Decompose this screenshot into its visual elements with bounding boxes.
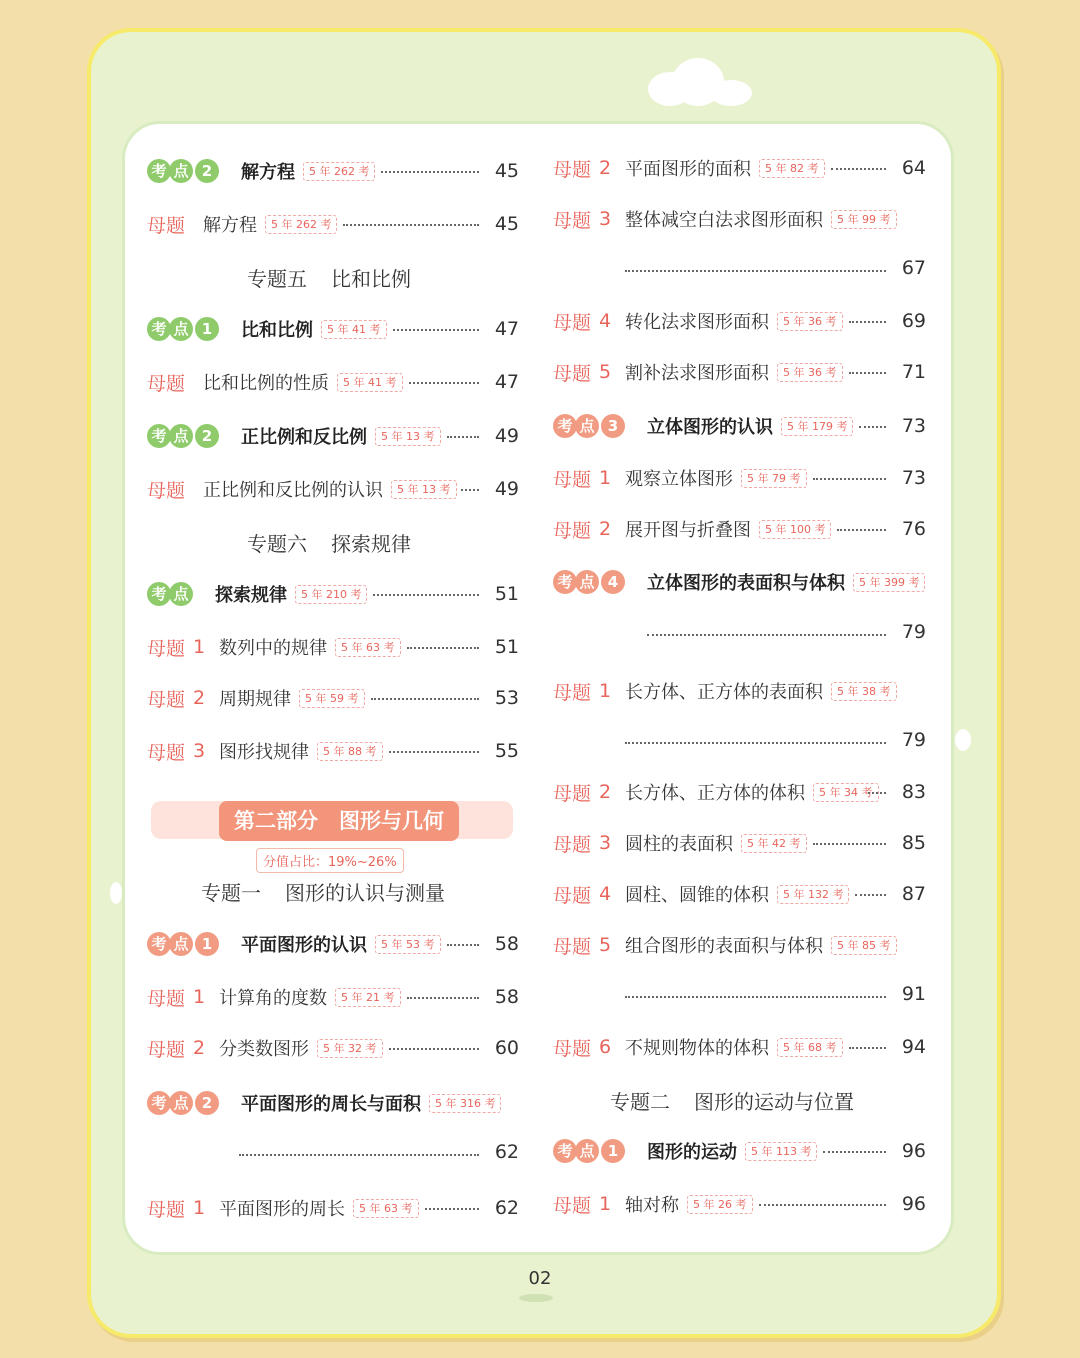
muti-number: 3 bbox=[599, 208, 612, 230]
entry-title-group bbox=[625, 153, 825, 183]
muti-label bbox=[553, 306, 611, 336]
entry-title-group bbox=[203, 474, 457, 504]
kaodian-badge bbox=[553, 1136, 623, 1166]
badge-circle: 考 bbox=[147, 932, 171, 956]
badge-circle: 考 bbox=[147, 1091, 171, 1115]
entry-title: 组合图形的表面积与体积 bbox=[625, 936, 823, 957]
page-number: 79 bbox=[901, 729, 926, 751]
dotted-leader bbox=[855, 894, 886, 896]
muti-number: 6 bbox=[599, 1036, 612, 1058]
entry-title-group bbox=[203, 209, 337, 239]
muti-label bbox=[553, 777, 611, 807]
badge-circle: 点 bbox=[169, 932, 193, 956]
dotted-leader bbox=[868, 792, 886, 794]
dotted-leader bbox=[447, 944, 479, 946]
muti-number: 1 bbox=[599, 467, 612, 489]
dotted-leader bbox=[389, 751, 479, 753]
kaodian-badge bbox=[553, 411, 623, 441]
page-number: 51 bbox=[494, 636, 519, 658]
dotted-leader bbox=[425, 1208, 479, 1210]
muti-label bbox=[553, 1189, 611, 1219]
exam-frequency-tag: 5 年 38 考 bbox=[831, 682, 897, 701]
page-number: 79 bbox=[901, 621, 926, 643]
score-ratio: 分值占比：19%~26% bbox=[256, 848, 404, 873]
toc-entry-muti[interactable] bbox=[553, 463, 926, 493]
page-number: 71 bbox=[901, 361, 926, 383]
entry-title-group bbox=[625, 1189, 753, 1219]
page-number: 55 bbox=[494, 740, 519, 762]
toc-entry-muti[interactable] bbox=[147, 1033, 519, 1063]
toc-entry-muti[interactable] bbox=[553, 777, 926, 807]
entry-title-group bbox=[625, 204, 897, 234]
dotted-leader bbox=[625, 742, 886, 744]
dotted-leader bbox=[849, 321, 886, 323]
dotted-leader bbox=[407, 997, 479, 999]
exam-frequency-tag: 5 年 63 考 bbox=[353, 1199, 419, 1218]
muti-label bbox=[553, 357, 611, 387]
kaodian-badge bbox=[147, 929, 217, 959]
exam-frequency-tag: 5 年 179 考 bbox=[781, 417, 853, 436]
muti-label bbox=[147, 683, 205, 713]
toc-entry-muti[interactable] bbox=[553, 1032, 926, 1062]
cloud-decoration-part bbox=[710, 80, 752, 106]
page-number: 45 bbox=[494, 160, 519, 182]
entry-title-group bbox=[215, 579, 367, 609]
muti-number: 5 bbox=[599, 934, 612, 956]
entry-title: 图形的运动 bbox=[647, 1142, 737, 1163]
dotted-leader bbox=[407, 647, 479, 649]
muti-label bbox=[553, 879, 611, 909]
page-number-decoration bbox=[519, 1294, 553, 1302]
entry-title: 比和比例 bbox=[241, 320, 313, 341]
muti-label-text: 母题 bbox=[147, 214, 186, 237]
toc-entry-muti[interactable] bbox=[553, 676, 926, 751]
muti-label-text: 母题 bbox=[553, 681, 592, 704]
exam-frequency-tag: 5 年 34 考 bbox=[813, 783, 879, 802]
entry-title-group bbox=[647, 567, 925, 597]
muti-label-text: 母题 bbox=[553, 158, 592, 181]
toc-entry-kaodian[interactable] bbox=[147, 929, 519, 959]
dotted-leader bbox=[647, 634, 886, 636]
entry-title: 数列中的规律 bbox=[219, 638, 327, 659]
muti-number: 4 bbox=[599, 883, 612, 905]
entry-title: 转化法求图形面积 bbox=[625, 312, 769, 333]
entry-title: 轴对称 bbox=[625, 1195, 679, 1216]
dotted-leader bbox=[625, 270, 886, 272]
exam-frequency-tag: 5 年 399 考 bbox=[853, 573, 925, 592]
entry-title: 解方程 bbox=[203, 215, 257, 236]
side-decoration bbox=[110, 882, 122, 904]
toc-entry-muti[interactable] bbox=[553, 514, 926, 544]
dotted-leader bbox=[447, 436, 479, 438]
entry-title: 长方体、正方体的体积 bbox=[625, 783, 805, 804]
muti-label-text: 母题 bbox=[147, 1198, 186, 1221]
badge-circle: 考 bbox=[553, 414, 577, 438]
toc-entry-muti[interactable] bbox=[147, 736, 519, 766]
dotted-leader bbox=[461, 489, 479, 491]
entry-title-group bbox=[625, 879, 849, 909]
exam-frequency-tag: 5 年 59 考 bbox=[299, 689, 365, 708]
muti-label-text: 母题 bbox=[553, 209, 592, 232]
entry-title-group bbox=[625, 930, 897, 960]
exam-frequency-tag: 5 年 316 考 bbox=[429, 1094, 501, 1113]
dotted-leader bbox=[343, 224, 479, 226]
badge-circle: 考 bbox=[553, 1139, 577, 1163]
muti-label-text: 母题 bbox=[553, 519, 592, 542]
entry-title: 图形找规律 bbox=[219, 742, 309, 763]
dotted-leader bbox=[837, 529, 886, 531]
entry-title: 平面图形的周长与面积 bbox=[241, 1094, 421, 1115]
side-decoration bbox=[955, 729, 971, 751]
muti-label-text: 母题 bbox=[147, 479, 186, 502]
muti-number: 5 bbox=[599, 361, 612, 383]
dotted-leader bbox=[409, 382, 479, 384]
toc-entry-kaodian[interactable] bbox=[553, 411, 926, 441]
muti-number: 2 bbox=[193, 1037, 206, 1059]
entry-title: 长方体、正方体的表面积 bbox=[625, 682, 823, 703]
exam-frequency-tag: 5 年 41 考 bbox=[337, 373, 403, 392]
page-number: 60 bbox=[494, 1037, 519, 1059]
muti-number: 2 bbox=[193, 687, 206, 709]
badge-circle: 点 bbox=[169, 424, 193, 448]
section-heading: 专题六 探索规律 bbox=[247, 532, 411, 556]
kaodian-badge bbox=[147, 579, 191, 609]
muti-label-text: 母题 bbox=[553, 833, 592, 856]
exam-frequency-tag: 5 年 21 考 bbox=[335, 988, 401, 1007]
kaodian-badge bbox=[147, 1088, 217, 1118]
dotted-leader bbox=[759, 1204, 886, 1206]
entry-title: 正比例和反比例 bbox=[241, 427, 367, 448]
exam-frequency-tag: 5 年 13 考 bbox=[375, 427, 441, 446]
dotted-leader bbox=[849, 1047, 886, 1049]
muti-label bbox=[147, 982, 205, 1012]
exam-frequency-tag: 5 年 262 考 bbox=[303, 162, 375, 181]
muti-label bbox=[147, 209, 185, 239]
exam-frequency-tag: 5 年 26 考 bbox=[687, 1195, 753, 1214]
dotted-leader bbox=[371, 698, 479, 700]
entry-title: 探索规律 bbox=[215, 585, 287, 606]
exam-frequency-tag: 5 年 32 考 bbox=[317, 1039, 383, 1058]
badge-circle: 点 bbox=[169, 582, 193, 606]
page-number: 53 bbox=[494, 687, 519, 709]
muti-label-text: 母题 bbox=[147, 637, 186, 660]
muti-label bbox=[553, 204, 611, 234]
muti-number: 1 bbox=[193, 986, 206, 1008]
exam-frequency-tag: 5 年 210 考 bbox=[295, 585, 367, 604]
entry-title: 展开图与折叠图 bbox=[625, 520, 751, 541]
dotted-leader bbox=[239, 1154, 479, 1156]
exam-frequency-tag: 5 年 82 考 bbox=[759, 159, 825, 178]
section-heading: 专题一 图形的认识与测量 bbox=[201, 881, 445, 905]
page-number: 91 bbox=[901, 983, 926, 1005]
muti-label bbox=[147, 474, 185, 504]
page-number: 47 bbox=[494, 371, 519, 393]
page-number: 58 bbox=[494, 933, 519, 955]
muti-label bbox=[147, 736, 205, 766]
page-number: 51 bbox=[494, 583, 519, 605]
page-number: 58 bbox=[494, 986, 519, 1008]
muti-number: 1 bbox=[599, 1193, 612, 1215]
exam-frequency-tag: 5 年 53 考 bbox=[375, 935, 441, 954]
page-number: 83 bbox=[901, 781, 926, 803]
toc-entry-muti[interactable] bbox=[553, 879, 926, 909]
muti-label-text: 母题 bbox=[147, 1038, 186, 1061]
exam-frequency-tag: 5 年 85 考 bbox=[831, 936, 897, 955]
page-number: 96 bbox=[901, 1140, 926, 1162]
entry-title: 平面图形的认识 bbox=[241, 935, 367, 956]
badge-circle: 1 bbox=[195, 932, 219, 956]
entry-title: 解方程 bbox=[241, 162, 295, 183]
toc-entry-muti[interactable] bbox=[553, 357, 926, 387]
entry-title: 立体图形的表面积与体积 bbox=[647, 573, 845, 594]
entry-title: 平面图形的周长 bbox=[219, 1199, 345, 1220]
entry-title-group bbox=[625, 306, 843, 336]
muti-label-text: 母题 bbox=[553, 311, 592, 334]
badge-circle: 点 bbox=[169, 1091, 193, 1115]
entry-title: 立体图形的认识 bbox=[647, 417, 773, 438]
muti-number: 3 bbox=[193, 740, 206, 762]
entry-title: 正比例和反比例的认识 bbox=[203, 480, 383, 501]
dotted-leader bbox=[831, 168, 886, 170]
exam-frequency-tag: 5 年 132 考 bbox=[777, 885, 849, 904]
muti-number: 2 bbox=[599, 157, 612, 179]
muti-label-text: 母题 bbox=[147, 372, 186, 395]
dotted-leader bbox=[823, 1151, 886, 1153]
badge-circle: 考 bbox=[147, 582, 171, 606]
muti-number: 2 bbox=[599, 518, 612, 540]
entry-title-group bbox=[625, 676, 897, 706]
dotted-leader bbox=[373, 594, 479, 596]
page-number: 64 bbox=[901, 157, 926, 179]
exam-frequency-tag: 5 年 41 考 bbox=[321, 320, 387, 339]
page-number: 76 bbox=[901, 518, 926, 540]
toc-entry-kaodian[interactable] bbox=[553, 1136, 926, 1166]
entry-title: 割补法求图形面积 bbox=[625, 363, 769, 384]
toc-entry-muti[interactable] bbox=[147, 367, 519, 397]
badge-circle: 1 bbox=[601, 1139, 625, 1163]
badge-circle: 考 bbox=[147, 317, 171, 341]
badge-circle: 点 bbox=[575, 1139, 599, 1163]
muti-label bbox=[553, 930, 611, 960]
page-number: 87 bbox=[901, 883, 926, 905]
badge-circle: 点 bbox=[169, 317, 193, 341]
toc-entry-muti[interactable] bbox=[553, 204, 926, 279]
entry-title-group bbox=[219, 1193, 419, 1223]
toc-entry-muti[interactable] bbox=[147, 683, 519, 713]
muti-label-text: 母题 bbox=[147, 987, 186, 1010]
dotted-leader bbox=[849, 372, 886, 374]
page-number: 73 bbox=[901, 415, 926, 437]
entry-title-group bbox=[625, 463, 807, 493]
dotted-leader bbox=[859, 426, 886, 428]
exam-frequency-tag: 5 年 36 考 bbox=[777, 312, 843, 331]
entry-title: 比和比例的性质 bbox=[203, 373, 329, 394]
entry-title-group bbox=[625, 514, 831, 544]
toc-entry-muti[interactable] bbox=[553, 828, 926, 858]
badge-circle: 考 bbox=[147, 424, 171, 448]
muti-label bbox=[553, 1032, 611, 1062]
exam-frequency-tag: 5 年 42 考 bbox=[741, 834, 807, 853]
kaodian-badge bbox=[147, 156, 217, 186]
entry-title-group bbox=[625, 1032, 843, 1062]
badge-circle: 1 bbox=[195, 317, 219, 341]
exam-frequency-tag: 5 年 100 考 bbox=[759, 520, 831, 539]
muti-number: 1 bbox=[599, 680, 612, 702]
entry-title: 整体减空白法求图形面积 bbox=[625, 210, 823, 231]
entry-title-group bbox=[219, 1033, 383, 1063]
muti-number: 1 bbox=[193, 1197, 206, 1219]
entry-title-group bbox=[219, 683, 365, 713]
badge-circle: 2 bbox=[195, 159, 219, 183]
kaodian-badge bbox=[147, 314, 217, 344]
badge-circle: 考 bbox=[553, 570, 577, 594]
toc-entry-kaodian[interactable] bbox=[147, 579, 519, 609]
entry-title-group bbox=[625, 828, 807, 858]
muti-label bbox=[147, 367, 185, 397]
dotted-leader bbox=[389, 1048, 479, 1050]
section-heading: 专题二 图形的运动与位置 bbox=[610, 1090, 854, 1114]
badge-circle: 考 bbox=[147, 159, 171, 183]
page-number: 96 bbox=[901, 1193, 926, 1215]
toc-entry-muti[interactable] bbox=[147, 632, 519, 662]
toc-entry-kaodian[interactable] bbox=[147, 421, 519, 451]
exam-frequency-tag: 5 年 88 考 bbox=[317, 742, 383, 761]
toc-entry-muti[interactable] bbox=[553, 930, 926, 1005]
dotted-leader bbox=[393, 329, 479, 331]
muti-label-text: 母题 bbox=[553, 468, 592, 491]
entry-title-group bbox=[219, 632, 401, 662]
kaodian-badge bbox=[553, 567, 623, 597]
toc-entry-muti[interactable] bbox=[147, 474, 519, 504]
badge-circle: 2 bbox=[195, 424, 219, 448]
section-heading: 专题五 比和比例 bbox=[247, 267, 411, 291]
kaodian-badge bbox=[147, 421, 217, 451]
toc-entry-kaodian[interactable] bbox=[147, 1088, 519, 1163]
exam-frequency-tag: 5 年 262 考 bbox=[265, 215, 337, 234]
muti-label bbox=[553, 676, 611, 706]
muti-label bbox=[147, 632, 205, 662]
dotted-leader bbox=[813, 843, 886, 845]
badge-circle: 点 bbox=[575, 570, 599, 594]
entry-title: 周期规律 bbox=[219, 689, 291, 710]
muti-label-text: 母题 bbox=[553, 1194, 592, 1217]
entry-title-group bbox=[203, 367, 403, 397]
exam-frequency-tag: 5 年 13 考 bbox=[391, 480, 457, 499]
page-number: 62 bbox=[494, 1141, 519, 1163]
entry-title-group bbox=[625, 357, 843, 387]
muti-label-text: 母题 bbox=[147, 741, 186, 764]
exam-frequency-tag: 5 年 36 考 bbox=[777, 363, 843, 382]
muti-label-text: 母题 bbox=[553, 884, 592, 907]
toc-entry-kaodian[interactable] bbox=[147, 314, 519, 344]
toc-entry-muti[interactable] bbox=[553, 1189, 926, 1219]
entry-title: 不规则物体的体积 bbox=[625, 1038, 769, 1059]
entry-title: 平面图形的面积 bbox=[625, 159, 751, 180]
toc-entry-muti[interactable] bbox=[147, 209, 519, 239]
muti-label bbox=[553, 828, 611, 858]
entry-title: 计算角的度数 bbox=[219, 988, 327, 1009]
badge-circle: 4 bbox=[601, 570, 625, 594]
toc-entry-kaodian[interactable] bbox=[553, 567, 926, 643]
dotted-leader bbox=[381, 171, 479, 173]
muti-label bbox=[147, 1193, 205, 1223]
page-number: 73 bbox=[901, 467, 926, 489]
entry-title: 圆柱的表面积 bbox=[625, 834, 733, 855]
badge-circle: 点 bbox=[575, 414, 599, 438]
exam-frequency-tag: 5 年 63 考 bbox=[335, 638, 401, 657]
muti-label bbox=[147, 1033, 205, 1063]
entry-title-group bbox=[241, 314, 387, 344]
page-number: 45 bbox=[494, 213, 519, 235]
dotted-leader bbox=[813, 478, 886, 480]
muti-label bbox=[553, 153, 611, 183]
exam-frequency-tag: 5 年 68 考 bbox=[777, 1038, 843, 1057]
part-title: 第二部分 图形与几何 bbox=[219, 801, 459, 841]
entry-title-group bbox=[241, 156, 375, 186]
entry-title: 观察立体图形 bbox=[625, 469, 733, 490]
page-number: 49 bbox=[494, 478, 519, 500]
page-number: 49 bbox=[494, 425, 519, 447]
muti-number: 2 bbox=[599, 781, 612, 803]
exam-frequency-tag: 5 年 79 考 bbox=[741, 469, 807, 488]
entry-title: 分类数图形 bbox=[219, 1039, 309, 1060]
dotted-leader bbox=[625, 996, 886, 998]
muti-number: 4 bbox=[599, 310, 612, 332]
muti-label-text: 母题 bbox=[553, 782, 592, 805]
muti-label bbox=[553, 463, 611, 493]
entry-title-group bbox=[625, 777, 879, 807]
page-number: 94 bbox=[901, 1036, 926, 1058]
muti-label-text: 母题 bbox=[553, 1037, 592, 1060]
toc-entry-kaodian[interactable] bbox=[147, 156, 519, 186]
muti-number: 3 bbox=[599, 832, 612, 854]
entry-title-group bbox=[219, 982, 401, 1012]
muti-label-text: 母题 bbox=[553, 935, 592, 958]
muti-label-text: 母题 bbox=[147, 688, 186, 711]
muti-label bbox=[553, 514, 611, 544]
badge-circle: 3 bbox=[601, 414, 625, 438]
page-number: 62 bbox=[494, 1197, 519, 1219]
page-number: 85 bbox=[901, 832, 926, 854]
muti-label-text: 母题 bbox=[553, 362, 592, 385]
toc-entry-muti[interactable] bbox=[553, 153, 926, 183]
entry-title: 圆柱、圆锥的体积 bbox=[625, 885, 769, 906]
toc-entry-muti[interactable] bbox=[553, 306, 926, 336]
entry-title-group bbox=[241, 421, 441, 451]
page-number: 67 bbox=[901, 257, 926, 279]
exam-frequency-tag: 5 年 113 考 bbox=[745, 1142, 817, 1161]
exam-frequency-tag: 5 年 99 考 bbox=[831, 210, 897, 229]
badge-circle: 2 bbox=[195, 1091, 219, 1115]
toc-entry-muti[interactable] bbox=[147, 1193, 519, 1223]
entry-title-group bbox=[219, 736, 383, 766]
muti-number: 1 bbox=[193, 636, 206, 658]
badge-circle: 点 bbox=[169, 159, 193, 183]
entry-title-group bbox=[647, 411, 853, 441]
entry-title-group bbox=[241, 929, 441, 959]
page-number: 02 bbox=[528, 1268, 552, 1289]
page-number: 69 bbox=[901, 310, 926, 332]
entry-title-group bbox=[241, 1088, 501, 1118]
toc-entry-muti[interactable] bbox=[147, 982, 519, 1012]
page-number: 47 bbox=[494, 318, 519, 340]
entry-title-group bbox=[647, 1136, 817, 1166]
